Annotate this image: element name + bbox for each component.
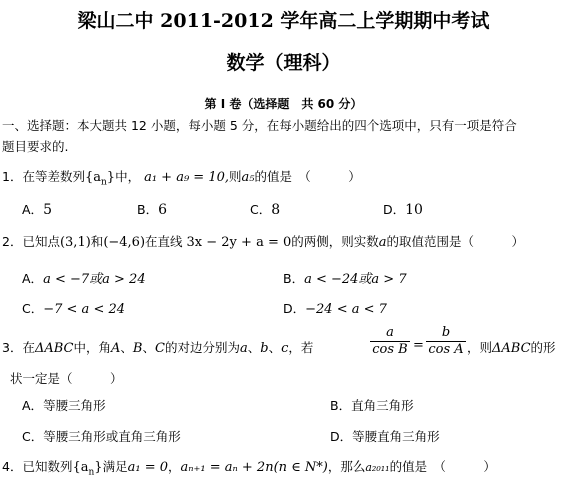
instructions-line-2: 题目要求的. — [2, 139, 69, 154]
q1-option-c: C．8 — [250, 202, 281, 218]
q1-option-a: A．5 — [22, 202, 52, 218]
q2-option-a: A．a < −7或a > 24 — [22, 271, 146, 287]
q2-var: a — [378, 235, 387, 250]
q4-text-e: 的值是 （ ） — [389, 459, 496, 474]
q3-text-a: 在 — [22, 340, 35, 355]
question-3-part-2: ，则ΔABC的形 — [467, 340, 556, 356]
q1-number: 1． — [2, 169, 23, 184]
q1-sequence: $\{a_n\}$ — [84, 170, 116, 188]
question-3-part-1: 3．在ΔABC中，角A、B、C的对边分别为a、b、c，若 — [2, 340, 314, 356]
q2-text-e: 的取值范围是（ ） — [386, 234, 525, 249]
exam-subtitle: 数学（理科） — [226, 52, 341, 74]
q3-fraction-1: a cos B — [370, 325, 410, 358]
q2-option-b: B．a < −24或a > 7 — [283, 271, 407, 287]
q3-equals: = — [413, 338, 424, 353]
q4-text-a: 已知数列 — [22, 459, 73, 474]
q3-text-b: 中，角 — [73, 340, 112, 355]
instructions-line-1: 一、选择题：本大题共 12 小题，每小题 5 分，在每小题给出的四个选项中，只有一项是符合 — [2, 118, 517, 133]
q2-point-1: (3,1) — [59, 235, 91, 250]
section-heading: 第 I 卷（选择题 共 60 分） — [204, 97, 363, 111]
q4-cond-2: aₙ₊₁ = aₙ + 2n(n ∈ N*) — [180, 460, 328, 475]
q4-number: 4． — [2, 459, 23, 474]
q3-fraction-2: b cos A — [426, 325, 466, 358]
q1-a5: a₅ — [241, 170, 255, 185]
q2-point-2: (−4,6) — [103, 235, 146, 250]
question-2 — [2, 232, 524, 250]
question-1 — [2, 167, 361, 188]
q4-cond-1: a₁ = 0 — [127, 460, 168, 475]
q1-text-a: 在等差数列 — [22, 169, 85, 184]
q2-text-d: 的两侧，则实数 — [291, 234, 379, 249]
q1-option-d: D．10 — [383, 202, 423, 218]
q1-text-b: 中， — [115, 169, 141, 184]
q3-option-c: C．等腰三角形或直角三角形 — [22, 429, 181, 444]
q3-number: 3． — [2, 340, 23, 355]
q3-option-b: B．直角三角形 — [330, 398, 414, 413]
q2-option-c: C．−7 < a < 24 — [22, 301, 126, 317]
question-4: 4．已知数列$\{a_n\}$满足a₁ = 0，aₙ₊₁ = aₙ + 2n(n ∈ N*)，那么a₂₀₁₁的值是 （ ） — [2, 459, 496, 478]
q3-text-d: ，若 — [288, 340, 314, 355]
question-3-line-2: 状一定是（ ） — [10, 371, 123, 386]
q1-text-d: 的值是 （ ） — [254, 169, 361, 184]
exam-title: 梁山二中 2011-2012 学年高二上学期期中考试 — [77, 10, 490, 32]
q4-text-b: 满足 — [102, 459, 128, 474]
q3-triangle: ΔABC — [34, 341, 74, 356]
q4-target: a₂₀₁₁ — [365, 461, 390, 474]
q3-option-a: A．等腰三角形 — [22, 398, 106, 413]
q1-option-b: B．6 — [137, 202, 167, 218]
q1-text-c: 则 — [229, 169, 242, 184]
q1-expression: a₁ + a₉ = 10, — [144, 170, 229, 185]
q2-line-equation: 3x − 2y + a = 0 — [186, 235, 292, 250]
q4-sequence: $\{a_n\}$ — [72, 460, 103, 478]
q2-text-a: 已知点 — [22, 234, 60, 249]
q2-number: 2． — [2, 234, 23, 249]
q2-option-d: D．−24 < a < 7 — [283, 301, 387, 317]
q3-text-c: 的对边分别为 — [164, 340, 240, 355]
q2-text-c: 在直线 — [145, 234, 183, 249]
q2-text-b: 和 — [90, 234, 104, 249]
q3-option-d: D．等腰直角三角形 — [330, 429, 440, 444]
